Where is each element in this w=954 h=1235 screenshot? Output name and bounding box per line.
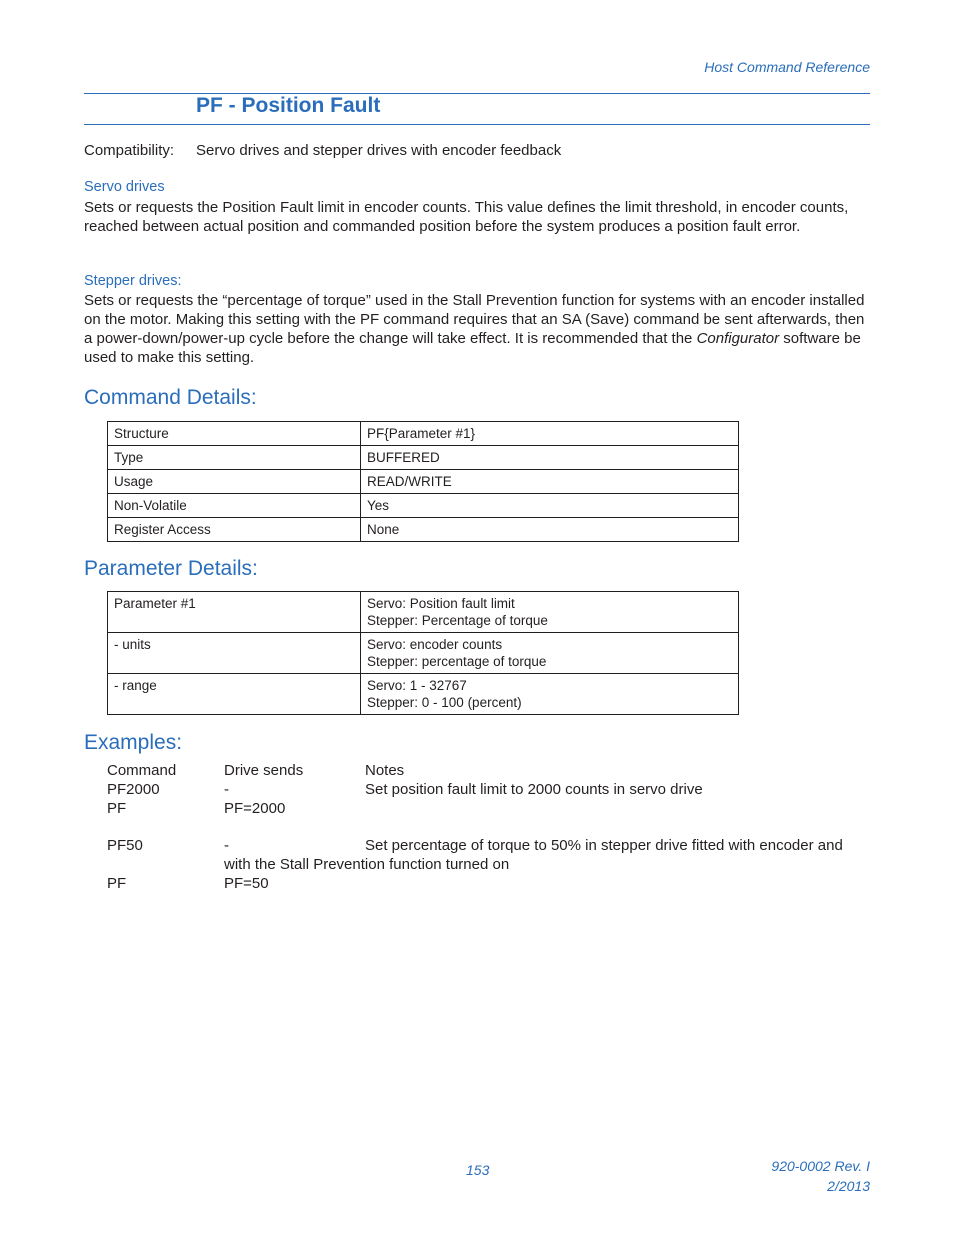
list-item bbox=[107, 780, 877, 799]
parameter-details-heading: Parameter Details: bbox=[84, 557, 258, 580]
compatibility bbox=[84, 142, 562, 159]
example-command: PF2000 bbox=[107, 781, 160, 798]
table-cell: Parameter #1 bbox=[108, 592, 361, 633]
example-command: PF bbox=[107, 875, 127, 892]
examples-col-drive-sends: Drive sends bbox=[224, 762, 304, 779]
list-item bbox=[107, 799, 877, 818]
servo-heading: Servo drives bbox=[84, 179, 165, 195]
cell-line: Servo: 1 - 32767 bbox=[367, 678, 467, 693]
table-cell: READ/WRITE bbox=[361, 470, 739, 494]
table-cell: Yes bbox=[361, 494, 739, 518]
table-row bbox=[108, 494, 739, 518]
table-row bbox=[108, 633, 739, 674]
stepper-text-before: Sets or requests the “percentage of torque” used in the Stall Prevention function for systems with an encoder installed on the motor. Making this setting with the PF command requires that an SA (Save) command be sent afterwards, then a power-down/power-up cycle before the change will take effect. It is recommended that the bbox=[84, 292, 865, 347]
page-number: 153 bbox=[466, 1162, 490, 1178]
stepper-heading: Stepper drives: bbox=[84, 273, 182, 289]
cell-line: Stepper: Percentage of torque bbox=[367, 613, 548, 628]
table-cell: Structure bbox=[108, 422, 361, 446]
example-drive-sends: - bbox=[224, 837, 229, 854]
table-cell: Register Access bbox=[108, 518, 361, 542]
parameter-details-table bbox=[107, 591, 739, 715]
table-row bbox=[108, 674, 739, 715]
table-row bbox=[108, 592, 739, 633]
examples-col-notes: Notes bbox=[365, 762, 405, 779]
stepper-text bbox=[84, 291, 870, 367]
cell-line: Stepper: percentage of torque bbox=[367, 654, 547, 669]
table-cell: Non-Volatile bbox=[108, 494, 361, 518]
doc-date: 2/2013 bbox=[827, 1178, 870, 1194]
table-row bbox=[108, 518, 739, 542]
compatibility-value: Servo drives and stepper drives with encoder feedback bbox=[196, 142, 562, 159]
example-notes: Set percentage of torque to 50% in stepper drive fitted with encoder and bbox=[365, 837, 843, 854]
example-drive-sends: - bbox=[224, 781, 229, 798]
table-row bbox=[108, 446, 739, 470]
command-details-heading: Command Details: bbox=[84, 386, 257, 409]
table-row bbox=[108, 422, 739, 446]
doc-revision: 920-0002 Rev. I bbox=[771, 1158, 870, 1174]
page-title: PF - Position Fault bbox=[196, 94, 381, 117]
table-cell: - units bbox=[108, 633, 361, 674]
servo-text: Sets or requests the Position Fault limit in encoder counts. This value defines the limit threshold, in encoder counts, reached between actual position and commanded position before the system produces a position fault error. bbox=[84, 199, 849, 235]
cell-line: Stepper: 0 - 100 (percent) bbox=[367, 695, 522, 710]
example-drive-sends: with the Stall Prevention function turned on bbox=[224, 856, 510, 873]
table-cell: Type bbox=[108, 446, 361, 470]
stepper-text-after: software be used to make this setting. bbox=[84, 330, 861, 366]
list-item bbox=[107, 836, 877, 855]
cell-line: Servo: Position fault limit bbox=[367, 596, 515, 611]
cell-line: Servo: encoder counts bbox=[367, 637, 503, 652]
example-notes: Set position fault limit to 2000 counts in servo drive bbox=[365, 781, 703, 798]
example-command: PF bbox=[107, 800, 127, 817]
examples-header-row bbox=[107, 761, 877, 780]
list-item bbox=[107, 855, 877, 874]
table-row bbox=[108, 470, 739, 494]
title-rule-bottom bbox=[84, 124, 870, 125]
table-cell bbox=[361, 633, 739, 674]
compatibility-label: Compatibility: bbox=[84, 142, 175, 159]
table-cell: BUFFERED bbox=[361, 446, 739, 470]
example-drive-sends: PF=2000 bbox=[224, 800, 286, 817]
example-command: PF50 bbox=[107, 837, 143, 854]
command-details-table bbox=[107, 421, 739, 542]
running-header: Host Command Reference bbox=[704, 59, 870, 75]
table-cell: PF{Parameter #1} bbox=[361, 422, 739, 446]
table-cell bbox=[361, 592, 739, 633]
list-item bbox=[107, 874, 877, 893]
table-cell: None bbox=[361, 518, 739, 542]
examples-col-command: Command bbox=[107, 762, 177, 779]
table-cell: Usage bbox=[108, 470, 361, 494]
example-drive-sends: PF=50 bbox=[224, 875, 269, 892]
table-cell: - range bbox=[108, 674, 361, 715]
stepper-text-italic: Configurator bbox=[696, 330, 780, 347]
examples-heading: Examples: bbox=[84, 731, 183, 754]
table-cell bbox=[361, 674, 739, 715]
